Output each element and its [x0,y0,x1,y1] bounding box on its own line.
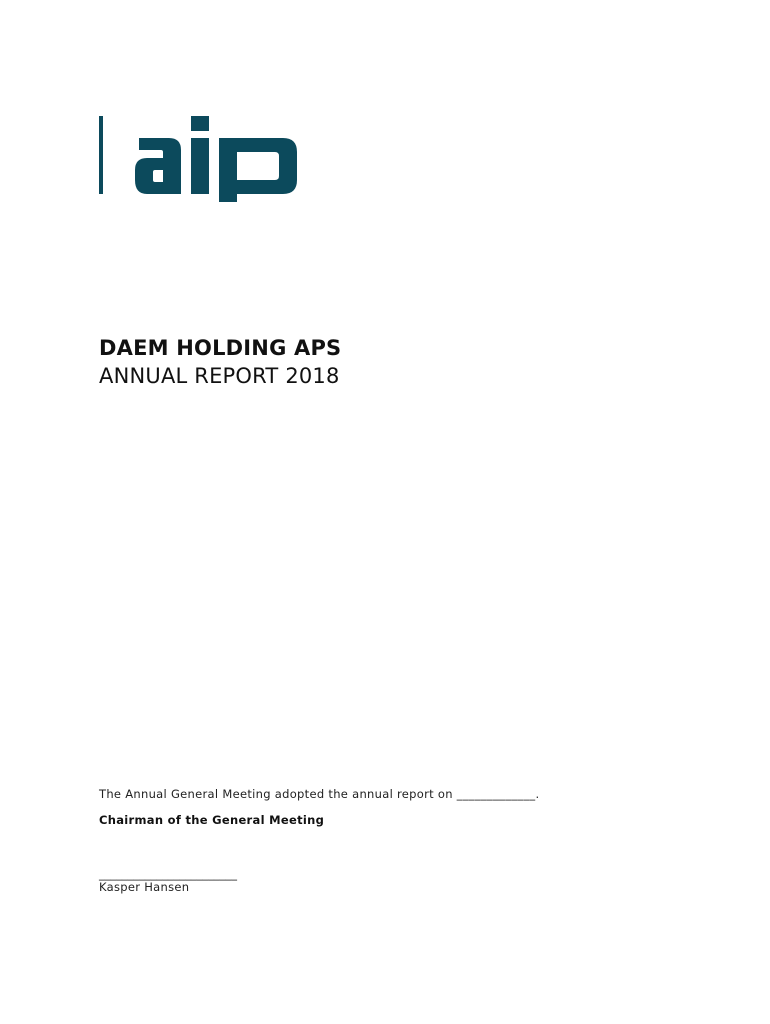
aip-logo [99,110,309,202]
chairman-heading: Chairman of the General Meeting [99,813,325,827]
company-name: DAEM HOLDING APS [99,336,342,360]
logo-letter-p [219,138,297,202]
signature-line: ________________________ [99,867,237,881]
signatory-name: Kasper Hansen [99,880,190,894]
logo-letter-a [135,138,181,194]
logo-letter-i [191,116,209,194]
agm-adoption-statement: The Annual General Meeting adopted the annual report on _____________. [99,787,540,801]
logo-vertical-bar [99,116,103,194]
report-title: ANNUAL REPORT 2018 [99,364,340,388]
